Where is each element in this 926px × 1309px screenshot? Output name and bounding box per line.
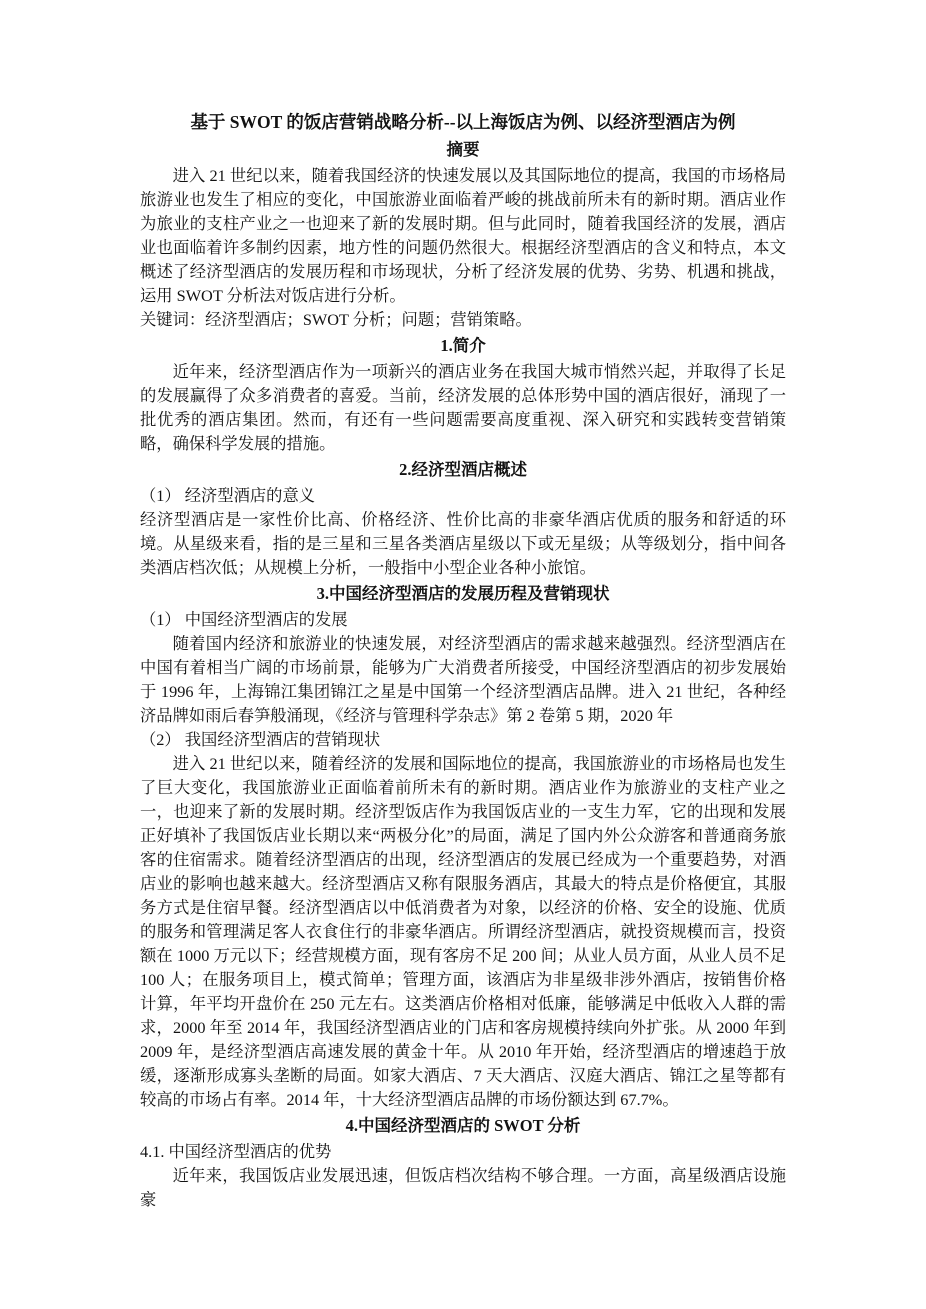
heading-2-overview: 2.经济型酒店概述 — [399, 460, 527, 479]
heading-abstract: 摘要 — [446, 140, 480, 159]
paragraph-advantages: 近年来，我国饭店业发展迅速，但饭店档次结构不够合理。一方面，高星级酒店设施豪 — [140, 1166, 786, 1209]
keywords-line: 关键词：经济型酒店；SWOT 分析；问题；营销策略。 — [140, 310, 532, 329]
paragraph-introduction: 近年来，经济型酒店作为一项新兴的酒店业务在我国大城市悄然兴起，并取得了长足的发展赢得了众多消费者的喜爱。当前，经济发展的总体形势中国的酒店很好，涌现了一批优秀的酒店集团。然而，有还有一些问题需要高度重视、深入研究和实践转变营销策略，确保科学发展的措施。 — [140, 362, 786, 453]
paragraph-development: 随着国内经济和旅游业的快速发展，对经济型酒店的需求越来越强烈。经济型酒店在中国有着相当广阔的市场前景，能够为广大消费者所接受，中国经济型酒店的初步发展始于 1996 年，上海锦江集团锦江之星是中国第一个经济型酒店品牌。进入 21 世纪，各种经济品牌如雨后春笋般涌现，《经济与管理科学杂志》第 2 卷第 5 期，2020 年 — [140, 634, 786, 725]
document-title: 基于 SWOT 的饭店营销战略分析--以上海饭店为例、以经济型酒店为例 — [190, 112, 736, 132]
paragraph-definition: 经济型酒店是一家性价比高、价格经济、性价比高的非豪华酒店优质的服务和舒适的环境。从星级来看，指的是三星和三星各类酒店星级以下或无星级；从等级划分，指中间各类酒店档次低；从规模上分析，一般指中小型企业各种小旅馆。 — [140, 510, 786, 577]
paragraph-marketing-status: 进入 21 世纪以来，随着经济的发展和国际地位的提高，我国旅游业的市场格局也发生了巨大变化，我国旅游业正面临着前所未有的新时期。酒店业作为旅游业的支柱产业之一，也迎来了新的发展时期。经济型饭店作为我国饭店业的一支生力军，它的出现和发展正好填补了我国饭店业长期以来“两极分化”的局面，满足了国内外公众游客和普通商务旅客的住宿需求。随着经济型酒店的出现，经济型酒店的发展已经成为一个重要趋势，对酒店业的影响也越来越大。经济型酒店又称有限服务酒店，其最大的特点是价格便宜，其服务方式是住宿早餐。经济型酒店以中低消费者为对象，以经济的价格、安全的设施、优质的服务和管理满足客人衣食住行的非豪华酒店。所谓经济型酒店，就投资规模而言，投资额在 1000 万元以下；经营规模方面，现有客房不足 200 间；从业人员方面，从业人员不足 100 人；在服务项目上，模式简单；管理方面，该酒店为非星级非涉外酒店，按销售价格计算，年平均开盘价在 250 元左右。这类酒店价格相对低廉，能够满足中低收入人群的需求，2000 年至 2014 年，我国经济型酒店业的门店和客房规模持续向外扩张。从 2000 年到 2009 年，是经济型酒店高速发展的黄金十年。从 2010 年开始，经济型酒店的增速趋于放缓，逐渐形成寡头垄断的局面。如家大酒店、7 天大酒店、汉庭大酒店、锦江之星等都有较高的市场占有率。2014 年，十大经济型酒店品牌的市场份额达到 67.7%。 — [140, 754, 786, 1109]
subheading-4-1-advantages: 4.1. 中国经济型酒店的优势 — [140, 1142, 332, 1161]
list-item-1-meaning: （1） 经济型酒店的意义 — [140, 486, 316, 505]
list-item-1-development: （1） 中国经济型酒店的发展 — [140, 610, 348, 629]
list-item-2-marketing-status: （2） 我国经济型酒店的营销现状 — [140, 730, 381, 749]
heading-1-introduction: 1.简介 — [440, 336, 486, 355]
heading-4-swot-analysis: 4.中国经济型酒店的 SWOT 分析 — [345, 1116, 581, 1135]
heading-3-development-history: 3.中国经济型酒店的发展历程及营销现状 — [316, 584, 610, 603]
paragraph-abstract-body: 进入 21 世纪以来，随着我国经济的快速发展以及其国际地位的提高，我国的市场格局旅游业也发生了相应的变化，中国旅游业面临着严峻的挑战前所未有的新时期。酒店业作为旅业的支柱产业之一也迎来了新的发展时期。但与此同时，随着我国经济的发展，酒店业也面临着许多制约因素，地方性的问题仍然很大。根据经济型酒店的含义和特点，本文概述了经济型酒店的发展历程和市场现状，分析了经济发展的优势、劣势、机遇和挑战，运用 SWOT 分析法对饭店进行分析。 — [140, 166, 786, 305]
